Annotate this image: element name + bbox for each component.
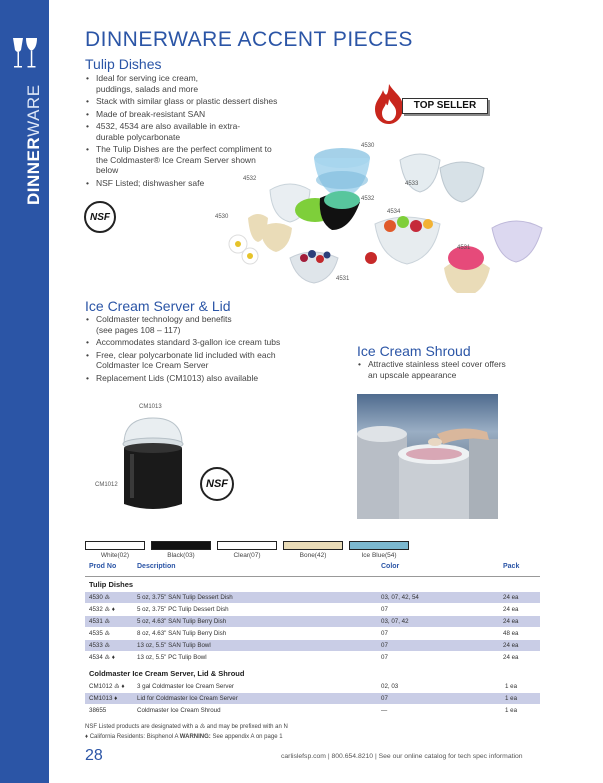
base-label: CM1012 [95, 482, 118, 488]
table-row: 4533 ♳ 13 oz, 5.5" SAN Tulip Bowl 07 24 ea [85, 640, 540, 651]
callout-label: 4530 [361, 143, 375, 149]
group-tulip-dishes: Tulip Dishes [89, 580, 134, 589]
table-row: 4532 ♳ ♦ 5 oz, 3.75" PC Tulip Dessert Dish 07 24 ea [89, 606, 519, 613]
header-pack: Pack [503, 563, 520, 570]
nsf-logo: NSF [84, 201, 116, 233]
table-divider [85, 576, 540, 577]
sidebar [0, 0, 49, 783]
footnote-warning: ♦ California Residents: Bisphenol A WARNING: See appendix A on page 1 [85, 734, 283, 740]
table-row: CM1012 ♳ ♦ 3 gal Coldmaster Ice Cream Server 02, 03 1 ea [89, 683, 518, 690]
list-item: • Stack with similar glass or plastic dessert dishes [85, 96, 310, 107]
lid-label: CM1013 [139, 404, 162, 410]
swatch-ice-blue: Ice Blue(54) [349, 541, 409, 559]
list-item: • Ideal for serving ice cream, puddings, salads and more [85, 73, 226, 94]
callout-label: 4534 [387, 209, 401, 215]
list-item: • Attractive stainless steel cover offers an upscale appearance [357, 359, 507, 380]
footnote-nsf: NSF Listed products are designated with a ♳ and may be prefixed with an N [85, 724, 288, 730]
server-heading: Ice Cream Server & Lid [85, 298, 231, 314]
footnotes [85, 722, 288, 742]
ice-cream-server-photo [118, 414, 188, 514]
callout-label: 4532 [243, 176, 257, 182]
tulip-heading: Tulip Dishes [85, 56, 162, 72]
header-prod-no: Prod No [89, 563, 117, 570]
glassware-icon [11, 36, 39, 74]
shroud-bullets [357, 359, 507, 382]
table-row: 4535 ♳ 8 oz, 4.63" SAN Tulip Berry Dish 07 48 ea [89, 630, 519, 637]
page-number: 28 [85, 747, 103, 764]
list-item: • Replacement Lids (CM1013) also available [85, 373, 325, 384]
sidebar-section-title: DINNERWARE [24, 84, 43, 205]
swatch-clear: Clear(07) [217, 541, 277, 559]
list-item: • Coldmaster technology and benefits (see pages 108 – 117) [85, 314, 246, 335]
page-footer: carlislefsp.com | 800.654.8210 | See our online catalog for tech spec information [281, 753, 523, 760]
nsf-logo: NSF [200, 467, 234, 501]
top-seller-badge: TOP SELLER [402, 98, 488, 114]
callout-label: 4532 [361, 196, 375, 202]
server-bullets [85, 314, 325, 385]
swatch-bone: Bone(42) [283, 541, 343, 559]
callout-label: 4531 [336, 276, 350, 282]
header-description: Description [137, 563, 176, 570]
swatch-black: Black(03) [151, 541, 211, 559]
shroud-heading: Ice Cream Shroud [357, 343, 471, 359]
table-row: 4534 ♳ ♦ 13 oz, 5.5" PC Tulip Bowl 07 24 ea [89, 654, 519, 661]
list-item: • Made of break-resistant SAN [85, 109, 310, 120]
table-row: 38655 Coldmaster Ice Cream Shroud — 1 ea [89, 707, 518, 714]
list-item: • Free, clear polycarbonate lid included with each Coldmaster Ice Cream Server [85, 350, 296, 371]
callout-label: 4530 [215, 214, 229, 220]
callout-label: 4531 [457, 245, 471, 251]
table-row: 4531 ♳ 5 oz, 4.63" SAN Tulip Berry Dish 03, 07, 42 24 ea [85, 616, 540, 627]
header-color: Color [381, 563, 400, 570]
list-item: • NSF Listed; dishwasher safe [85, 178, 310, 189]
table-row: CM1013 ♦ Lid for Coldmaster Ice Cream Server 07 1 ea [85, 693, 540, 704]
list-item: • The Tulip Dishes are the perfect compliment to the Coldmaster® Ice Cream Server shown below [85, 144, 276, 176]
swatch-white: White(02) [85, 541, 145, 559]
callout-label: 4533 [405, 181, 419, 187]
group-coldmaster: Coldmaster Ice Cream Server, Lid & Shroud [89, 669, 245, 678]
page-title: DINNERWARE ACCENT PIECES [85, 28, 413, 51]
list-item: • Accommodates standard 3-gallon ice cream tubs [85, 337, 325, 348]
list-item: • 4532, 4534 are also available in extra-durable polycarbonate [85, 121, 256, 142]
ice-cream-shroud-photo [357, 394, 498, 519]
table-row: 4530 ♳ 5 oz, 3.75" SAN Tulip Dessert Dish 03, 07, 42, 54 24 ea [85, 592, 540, 603]
